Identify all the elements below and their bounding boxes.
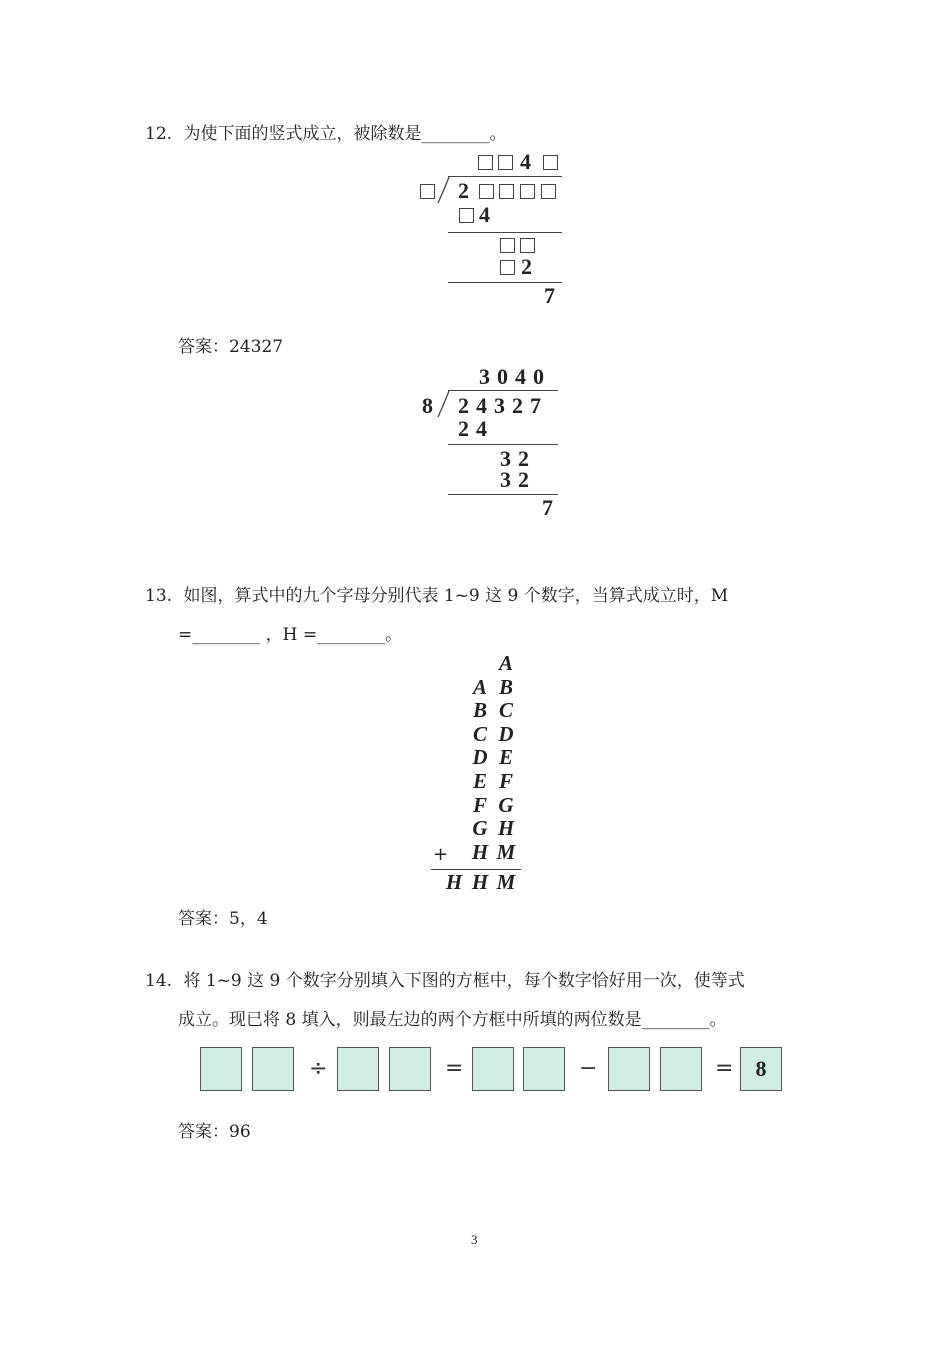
step2-known-digit: 2: [521, 254, 532, 279]
blank-box: [459, 208, 474, 223]
letter-digit: A: [472, 674, 487, 699]
answer-box: [472, 1047, 514, 1091]
q14-prompt: [145, 970, 745, 992]
blank-box: [500, 238, 515, 253]
answer-box: [252, 1047, 294, 1091]
solution-divisor: 8: [422, 393, 433, 418]
q12-prompt: [145, 123, 506, 145]
blank-box: [541, 184, 556, 199]
q13-number: 13.: [145, 586, 173, 606]
blank-box: [520, 238, 535, 253]
answer-box: [660, 1047, 702, 1091]
blank-box: [520, 184, 535, 199]
letter-digit: A: [498, 651, 513, 675]
letter-digit: B: [498, 674, 513, 699]
solution-step2a: 32: [500, 446, 536, 471]
q13-answer: 答案：5，4: [178, 909, 268, 929]
letter-digit: F: [472, 792, 487, 817]
letter-digit: D: [498, 721, 514, 746]
blank-box: [420, 184, 435, 199]
division-bracket: [436, 176, 450, 204]
step1-known-digit: 4: [479, 202, 490, 227]
equals-sign: =: [715, 1056, 734, 1081]
subtraction-line: [448, 444, 558, 445]
q13-letter-addition: [425, 652, 535, 902]
letter-digit: G: [472, 816, 488, 841]
solution-step1: 24: [458, 416, 494, 441]
answer-box: [337, 1047, 379, 1091]
quotient-known-digit: 4: [520, 149, 531, 174]
minus-sign: −: [579, 1056, 598, 1081]
subtraction-line: [448, 232, 562, 233]
q12-puzzle-division: [410, 148, 580, 310]
q14-text-line2: 成立。现已将 8 填入，则最左边的两个方框中所填的两位数是________。: [178, 1010, 727, 1030]
q14-number: 14.: [145, 971, 173, 991]
letter-digit: H: [497, 816, 515, 841]
blank-box: [543, 155, 558, 170]
q13-text-line2: =________ ，H =________。: [178, 625, 403, 645]
letter-digit: E: [498, 745, 513, 770]
division-bar: [448, 176, 562, 177]
solution-dividend: 24327: [458, 393, 548, 418]
page-number: 3: [471, 1232, 478, 1247]
blank-box: [499, 184, 514, 199]
q12-solution-division: [410, 362, 580, 522]
blank-box: [500, 260, 515, 275]
letter-digit: G: [498, 792, 514, 817]
letter-digit: F: [498, 769, 513, 793]
sum-letter: H: [445, 870, 463, 894]
solution-step2b: 32: [500, 467, 536, 492]
q14-text-line1: 将 1~9 这 9 个数字分别填入下图的方框中，每个数字恰好用一次，使等式: [183, 971, 745, 991]
blank-box: [478, 155, 493, 170]
blank-box: [479, 184, 494, 199]
blank-box: [498, 155, 513, 170]
letter-digit: C: [472, 721, 487, 746]
letter-digit: C: [498, 698, 513, 723]
dividend-known-digit: 2: [458, 178, 469, 203]
division-bar: [448, 390, 558, 391]
plus-sign: +: [433, 844, 449, 865]
answer-box: [389, 1047, 431, 1091]
remainder-digit: 7: [544, 283, 555, 308]
answer-box: [523, 1047, 565, 1091]
letter-digit: B: [472, 698, 487, 723]
q14-box-equation: [0, 1047, 950, 1093]
solution-remainder: 7: [542, 495, 553, 520]
letter-digit: D: [472, 745, 488, 770]
sum-letter: M: [496, 870, 516, 894]
sum-letter: H: [471, 870, 489, 894]
equals-sign: =: [445, 1056, 464, 1081]
division-bracket: [436, 390, 450, 418]
q13-prompt: [145, 585, 728, 607]
letter-digit: E: [472, 769, 487, 793]
solution-quotient: 3040: [479, 364, 551, 389]
q13-text-line1: 如图，算式中的九个字母分别代表 1~9 这 9 个数字，当算式成立时，M: [183, 586, 729, 606]
answer-box: [200, 1047, 242, 1091]
q14-answer: 答案：96: [178, 1122, 251, 1142]
given-digit: 8: [755, 1056, 767, 1081]
answer-box: [608, 1047, 650, 1091]
letter-digit: H: [471, 839, 489, 864]
divide-sign: ÷: [309, 1056, 328, 1081]
q12-number: 12.: [145, 124, 173, 144]
q12-text: 为使下面的竖式成立，被除数是________。: [183, 124, 507, 144]
q12-answer: 答案：24327: [178, 337, 284, 357]
letter-digit: M: [496, 839, 516, 864]
given-digit-box: [740, 1047, 782, 1091]
